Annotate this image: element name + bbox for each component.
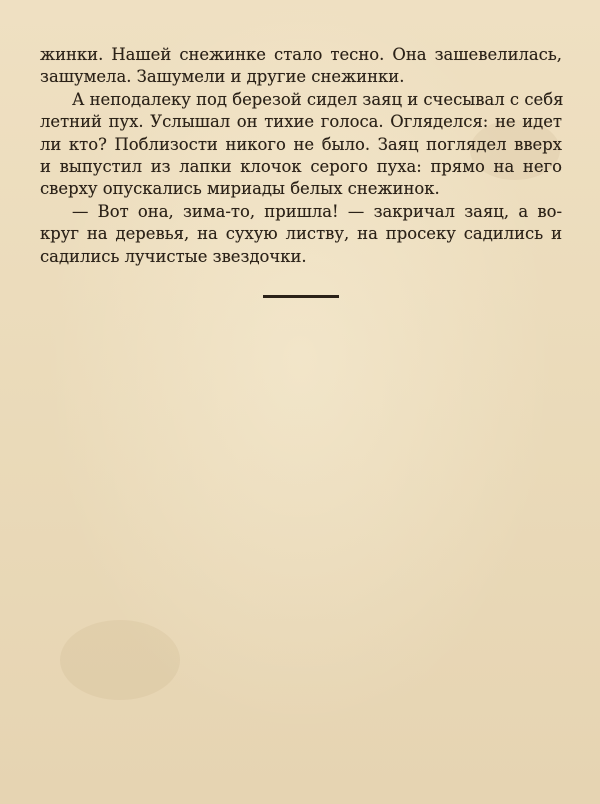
story-text [40, 44, 562, 268]
text-line: жинки. Нашей снежинке стало тесно. Она зашевелилась, [40, 45, 562, 64]
section-end-rule [263, 295, 339, 298]
text-line: — Вот она, зима-то, пришла! — закричал заяц, а во- [72, 201, 562, 221]
text-line: сверху опускались мириады белых снежинок. [40, 179, 440, 199]
text-line: летний пух. Услышал он тихие голоса. Огляделся: не идет [40, 112, 562, 132]
text-line: и выпустил из лапки клочок серого пуха: прямо на него [40, 156, 562, 176]
text-line: круг на деревья, на сухую листву, на просеку садились и [40, 224, 562, 244]
text-line: садились лучистые звездочки. [40, 246, 307, 266]
paper-stain [60, 620, 180, 700]
text-line: ли кто? Поблизости никого не было. Заяц поглядел вверх [40, 134, 562, 154]
text-line: А неподалеку под березой сидел заяц и счесывал с себя [72, 89, 564, 109]
text-line: зашумела. Зашумели и другие снежинки. [40, 67, 405, 87]
